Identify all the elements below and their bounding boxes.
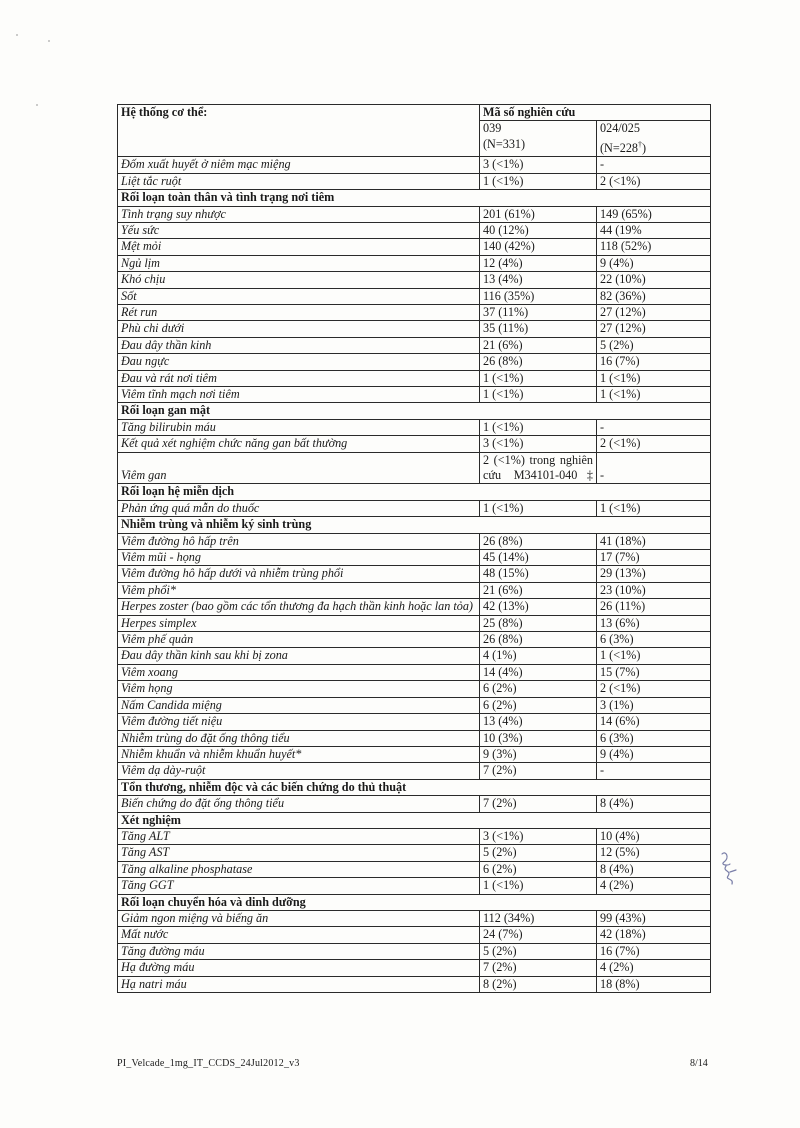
event-label: Tăng alkaline phosphatase xyxy=(118,861,480,877)
study-024-025-value: 118 (52%) xyxy=(597,239,711,255)
study-039-value: 5 (2%) xyxy=(480,845,597,861)
study-039-value: 8 (2%) xyxy=(480,976,597,992)
study-024-025-value: 41 (18%) xyxy=(597,533,711,549)
study-039-value: 24 (7%) xyxy=(480,927,597,943)
section-row xyxy=(118,517,711,533)
study-039-value: 3 (<1%) xyxy=(480,828,597,844)
table-row xyxy=(118,910,711,926)
event-label: Hạ natri máu xyxy=(118,976,480,992)
event-label: Khó chịu xyxy=(118,272,480,288)
study-039-value: 1 (<1%) xyxy=(480,173,597,189)
table-row xyxy=(118,763,711,779)
study-024-025-n xyxy=(600,137,707,156)
table-row xyxy=(118,272,711,288)
event-label: Mất nước xyxy=(118,927,480,943)
study-039-value: 1 (<1%) xyxy=(480,878,597,894)
table-row xyxy=(118,386,711,402)
study-024-025-value: 9 (4%) xyxy=(597,746,711,762)
study-024-025-value: 10 (4%) xyxy=(597,828,711,844)
table-row xyxy=(118,288,711,304)
study-024-025-value: 2 (<1%) xyxy=(597,436,711,452)
study-039-value: 10 (3%) xyxy=(480,730,597,746)
event-label: Herpes zoster (bao gồm các tổn thương đa hạch thần kinh hoặc lan tỏa) xyxy=(118,599,480,615)
study-039-value: 40 (12%) xyxy=(480,222,597,238)
table-row xyxy=(118,681,711,697)
event-label: Viêm mũi - họng xyxy=(118,550,480,566)
study-039-value: 13 (4%) xyxy=(480,272,597,288)
study-039-value: 112 (34%) xyxy=(480,910,597,926)
table-row xyxy=(118,582,711,598)
study-024-025-value: 16 (7%) xyxy=(597,943,711,959)
study-039-value: 7 (2%) xyxy=(480,796,597,812)
event-label: Đau dây thần kinh sau khi bị zona xyxy=(118,648,480,664)
study-024-025-value: 2 (<1%) xyxy=(597,681,711,697)
event-label: Nhiễm khuẩn và nhiễm khuẩn huyết* xyxy=(118,746,480,762)
study-024-025-value: 1 (<1%) xyxy=(597,386,711,402)
section-row xyxy=(118,812,711,828)
study-024-025-value: 9 (4%) xyxy=(597,255,711,271)
study-039-value: 201 (61%) xyxy=(480,206,597,222)
event-label: Tăng GGT xyxy=(118,878,480,894)
event-label: Phản ứng quá mẫn do thuốc xyxy=(118,500,480,516)
section-label: Rối loạn chuyển hóa và dinh dưỡng xyxy=(118,894,711,910)
event-label: Đau ngực xyxy=(118,354,480,370)
event-label: Viêm dạ dày-ruột xyxy=(118,763,480,779)
study-024-025-value: 8 (4%) xyxy=(597,861,711,877)
event-label: Viêm gan xyxy=(118,452,480,484)
event-label: Viêm tĩnh mạch nơi tiêm xyxy=(118,386,480,402)
table-row xyxy=(118,976,711,992)
event-label: Yếu sức xyxy=(118,222,480,238)
study-039-value: 1 (<1%) xyxy=(480,419,597,435)
study-024-025-header xyxy=(597,121,711,157)
page-number: 8/14 xyxy=(690,1058,708,1069)
table-row xyxy=(118,419,711,435)
study-039-value: 21 (6%) xyxy=(480,582,597,598)
event-label: Hạ đường máu xyxy=(118,960,480,976)
section-row xyxy=(118,894,711,910)
section-label: Rối loạn toàn thân và tình trạng nơi tiêm xyxy=(118,190,711,206)
section-label: Rối loạn hệ miễn dịch xyxy=(118,484,711,500)
table-row xyxy=(118,452,711,484)
event-label: Sốt xyxy=(118,288,480,304)
event-label: Nấm Candida miệng xyxy=(118,697,480,713)
table-row xyxy=(118,943,711,959)
table-row xyxy=(118,714,711,730)
table-row xyxy=(118,222,711,238)
study-024-025-value: 99 (43%) xyxy=(597,910,711,926)
scan-speck xyxy=(16,34,18,36)
section-row xyxy=(118,190,711,206)
table-row xyxy=(118,730,711,746)
event-label: Đau và rát nơi tiêm xyxy=(118,370,480,386)
event-label: Ngủ lịm xyxy=(118,255,480,271)
study-024-025-value: - xyxy=(597,763,711,779)
table-row xyxy=(118,861,711,877)
scan-speck xyxy=(48,40,50,42)
study-024-025-n-close: ) xyxy=(642,140,647,155)
section-label: Nhiễm trùng và nhiễm ký sinh trùng xyxy=(118,517,711,533)
study-024-025-value: 13 (6%) xyxy=(597,615,711,631)
study-039-value: 35 (11%) xyxy=(480,321,597,337)
table-row xyxy=(118,255,711,271)
study-024-025-value: 18 (8%) xyxy=(597,976,711,992)
study-039-value: 48 (15%) xyxy=(480,566,597,582)
event-label: Herpes simplex xyxy=(118,615,480,631)
study-039-value: 25 (8%) xyxy=(480,615,597,631)
study-039-value: 1 (<1%) xyxy=(480,500,597,516)
study-024-025-value: 17 (7%) xyxy=(597,550,711,566)
study-024-025-value: 42 (18%) xyxy=(597,927,711,943)
study-039-value: 1 (<1%) xyxy=(480,370,597,386)
event-label: Phù chi dưới xyxy=(118,321,480,337)
event-label: Tăng bilirubin máu xyxy=(118,419,480,435)
study-039-value: 26 (8%) xyxy=(480,632,597,648)
section-row xyxy=(118,403,711,419)
event-label: Viêm phế quản xyxy=(118,632,480,648)
study-039-value: 7 (2%) xyxy=(480,960,597,976)
table-row xyxy=(118,615,711,631)
section-label: Tổn thương, nhiễm độc và các biến chứng do thủ thuật xyxy=(118,779,711,795)
study-039-value: 7 (2%) xyxy=(480,763,597,779)
study-024-025-value: 15 (7%) xyxy=(597,664,711,680)
study-024-025-value: 1 (<1%) xyxy=(597,500,711,516)
table-row xyxy=(118,157,711,173)
study-039-n: (N=331) xyxy=(483,136,526,151)
hepatitis-note: 2 (<1%) trong nghiên cứu M34101-040‡ xyxy=(483,452,593,482)
table-row xyxy=(118,354,711,370)
table-row xyxy=(118,599,711,615)
table-row xyxy=(118,845,711,861)
section-row xyxy=(118,484,711,500)
study-024-025-value: 4 (2%) xyxy=(597,878,711,894)
study-024-025-value: - xyxy=(597,157,711,173)
study-024-025-value: - xyxy=(597,452,711,484)
study-039-value: 6 (2%) xyxy=(480,697,597,713)
study-024-025-value: 1 (<1%) xyxy=(597,370,711,386)
table-row xyxy=(118,632,711,648)
study-024-025-value: 26 (11%) xyxy=(597,599,711,615)
study-024-025-value: 16 (7%) xyxy=(597,354,711,370)
study-024-025-value: 82 (36%) xyxy=(597,288,711,304)
table-row xyxy=(118,550,711,566)
event-label: Liệt tắc ruột xyxy=(118,173,480,189)
study-024-025-value: 12 (5%) xyxy=(597,845,711,861)
study-039-value: 9 (3%) xyxy=(480,746,597,762)
table-row xyxy=(118,337,711,353)
study-024-025-value: 3 (1%) xyxy=(597,697,711,713)
study-039-value: 5 (2%) xyxy=(480,943,597,959)
section-label: Xét nghiệm xyxy=(118,812,711,828)
study-024-025-value: 23 (10%) xyxy=(597,582,711,598)
table-row xyxy=(118,304,711,320)
study-024-025-value: 27 (12%) xyxy=(597,321,711,337)
event-label: Viêm đường hô hấp trên xyxy=(118,533,480,549)
table-row xyxy=(118,436,711,452)
study-024-025-value: 8 (4%) xyxy=(597,796,711,812)
event-label: Rét run xyxy=(118,304,480,320)
event-label: Tăng đường máu xyxy=(118,943,480,959)
study-024-025-value: - xyxy=(597,419,711,435)
table-row xyxy=(118,566,711,582)
event-label: Viêm họng xyxy=(118,681,480,697)
study-024-025-value: 5 (2%) xyxy=(597,337,711,353)
table-row xyxy=(118,664,711,680)
study-024-025-value: 1 (<1%) xyxy=(597,648,711,664)
study-039-value: 37 (11%) xyxy=(480,304,597,320)
study-039-value: 3 (<1%) xyxy=(480,157,597,173)
table-row xyxy=(118,206,711,222)
study-039-value: 13 (4%) xyxy=(480,714,597,730)
event-label: Mệt mỏi xyxy=(118,239,480,255)
event-label: Viêm đường hô hấp dưới và nhiễm trùng phổi xyxy=(118,566,480,582)
body-system-header: Hệ thống cơ thể: xyxy=(118,105,480,157)
study-024-025-value: 6 (3%) xyxy=(597,730,711,746)
table-row xyxy=(118,239,711,255)
study-039-value: 4 (1%) xyxy=(480,648,597,664)
event-label: Viêm phổi* xyxy=(118,582,480,598)
table-row xyxy=(118,927,711,943)
study-039-value: 14 (4%) xyxy=(480,664,597,680)
event-label: Biến chứng do đặt ống thông tiểu xyxy=(118,796,480,812)
table-row xyxy=(118,878,711,894)
event-label: Tình trạng suy nhược xyxy=(118,206,480,222)
document-code: PI_Velcade_1mg_IT_CCDS_24Jul2012_v3 xyxy=(117,1058,300,1069)
study-024-025-value: 6 (3%) xyxy=(597,632,711,648)
event-label: Tăng ALT xyxy=(118,828,480,844)
event-label: Kết quả xét nghiệm chức năng gan bất thường xyxy=(118,436,480,452)
study-039-header xyxy=(480,121,597,157)
table-row xyxy=(118,648,711,664)
study-024-025-id: 024/025 xyxy=(600,121,640,136)
study-039-value: 26 (8%) xyxy=(480,354,597,370)
study-024-025-value: 27 (12%) xyxy=(597,304,711,320)
section-label: Rối loạn gan mật xyxy=(118,403,711,419)
table-row xyxy=(118,697,711,713)
section-row xyxy=(118,779,711,795)
study-024-025-value: 14 (6%) xyxy=(597,714,711,730)
table-row xyxy=(118,746,711,762)
study-024-025-value: 149 (65%) xyxy=(597,206,711,222)
study-039-value: 26 (8%) xyxy=(480,533,597,549)
table-row xyxy=(118,370,711,386)
study-039-value: 3 (<1%) xyxy=(480,436,597,452)
study-024-025-n-text: (N=228 xyxy=(600,140,639,155)
study-039-value xyxy=(480,452,597,484)
event-label: Viêm xoang xyxy=(118,664,480,680)
study-039-value: 12 (4%) xyxy=(480,255,597,271)
study-024-025-value: 44 (19% xyxy=(597,222,711,238)
study-039-value: 1 (<1%) xyxy=(480,386,597,402)
study-039-value: 42 (13%) xyxy=(480,599,597,615)
study-024-025-value: 2 (<1%) xyxy=(597,173,711,189)
dagger-footnote-mark: † xyxy=(638,139,643,149)
table-row xyxy=(118,533,711,549)
study-024-025-value: 22 (10%) xyxy=(597,272,711,288)
table-row xyxy=(118,321,711,337)
table-row xyxy=(118,960,711,976)
event-label: Nhiễm trùng do đặt ống thông tiểu xyxy=(118,730,480,746)
event-label: Viêm đường tiết niệu xyxy=(118,714,480,730)
event-label: Đốm xuất huyết ở niêm mạc miệng xyxy=(118,157,480,173)
adverse-events-table xyxy=(117,104,711,993)
study-039-value: 116 (35%) xyxy=(480,288,597,304)
study-039-value: 6 (2%) xyxy=(480,681,597,697)
study-code-header: Mã số nghiên cứu xyxy=(480,105,711,121)
table-row xyxy=(118,500,711,516)
study-039-value: 140 (42%) xyxy=(480,239,597,255)
event-label: Giảm ngon miệng và biếng ăn xyxy=(118,910,480,926)
table-row xyxy=(118,796,711,812)
study-039-id: 039 xyxy=(483,121,502,136)
study-024-025-value: 4 (2%) xyxy=(597,960,711,976)
table-header-row-1 xyxy=(118,105,711,121)
study-039-value: 45 (14%) xyxy=(480,550,597,566)
table-row xyxy=(118,173,711,189)
handwritten-initials-icon xyxy=(716,848,746,890)
event-label: Đau dây thần kinh xyxy=(118,337,480,353)
event-label: Tăng AST xyxy=(118,845,480,861)
study-024-025-value: 29 (13%) xyxy=(597,566,711,582)
study-039-value: 6 (2%) xyxy=(480,861,597,877)
scan-speck xyxy=(36,104,38,106)
table-row xyxy=(118,828,711,844)
study-039-value: 21 (6%) xyxy=(480,337,597,353)
